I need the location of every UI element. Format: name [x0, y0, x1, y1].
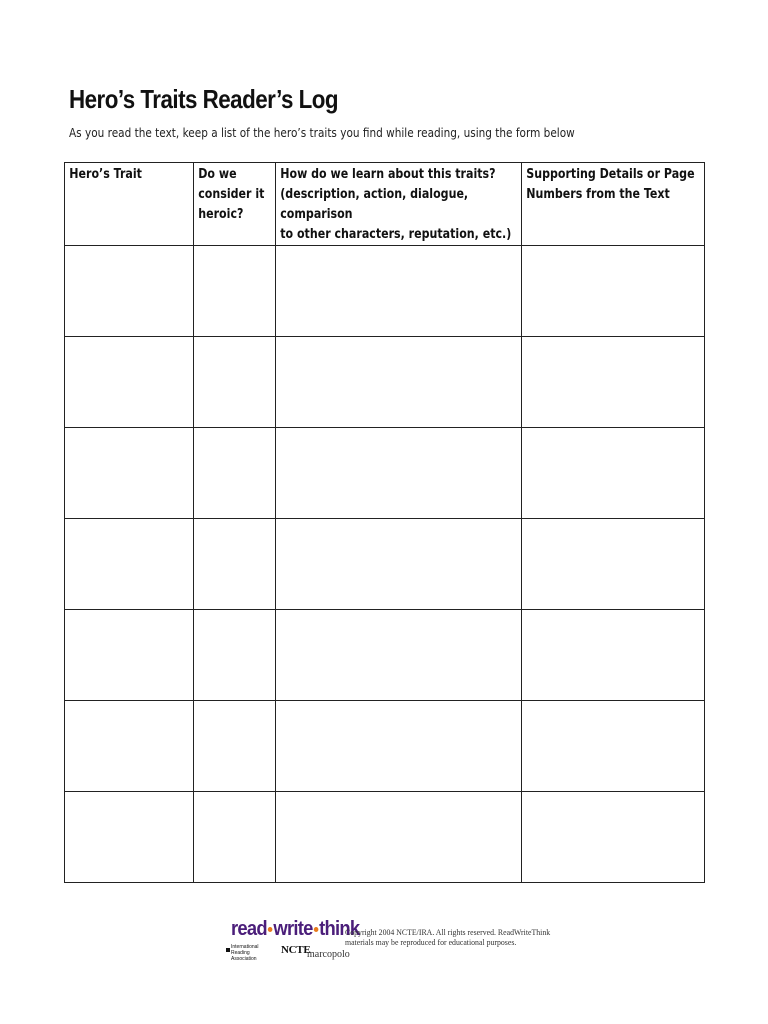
- trait-cell[interactable]: [65, 792, 194, 883]
- heroic-cell[interactable]: [194, 701, 276, 792]
- header-how-we-learn: [276, 163, 522, 246]
- details-cell[interactable]: [522, 610, 705, 701]
- details-cell[interactable]: [522, 701, 705, 792]
- trait-cell[interactable]: [65, 519, 194, 610]
- trait-cell[interactable]: [65, 610, 194, 701]
- how-learn-cell[interactable]: [276, 519, 522, 610]
- partner-logos: [231, 944, 350, 964]
- header-heroic-label: Do we consider it heroic?: [198, 167, 265, 222]
- header-heros-trait: [65, 163, 194, 246]
- ncte-logo: NCTE: [281, 944, 311, 956]
- table-row: [65, 701, 705, 792]
- how-learn-cell[interactable]: [276, 610, 522, 701]
- table-row: [65, 519, 705, 610]
- details-cell[interactable]: [522, 519, 705, 610]
- marcopolo-logo: marcopolo: [307, 949, 350, 960]
- details-cell[interactable]: [522, 792, 705, 883]
- heroic-cell[interactable]: [194, 246, 276, 337]
- how-learn-cell[interactable]: [276, 792, 522, 883]
- header-heros-trait-label: Hero’s Trait: [69, 167, 142, 182]
- how-learn-cell[interactable]: [276, 428, 522, 519]
- heroic-cell[interactable]: [194, 337, 276, 428]
- footer: [231, 918, 561, 964]
- readwritethink-logo: [231, 918, 359, 940]
- ira-logo: International Reading Association: [231, 944, 275, 962]
- heroic-cell[interactable]: [194, 519, 276, 610]
- table-header-row: [65, 163, 705, 246]
- logo-dot-icon: [314, 927, 319, 932]
- how-learn-cell[interactable]: [276, 701, 522, 792]
- heroic-cell[interactable]: [194, 610, 276, 701]
- table-row: [65, 792, 705, 883]
- details-cell[interactable]: [522, 337, 705, 428]
- readers-log-table: [64, 162, 705, 883]
- logo-word-read: read: [231, 918, 267, 940]
- heroic-cell[interactable]: [194, 792, 276, 883]
- details-cell[interactable]: [522, 428, 705, 519]
- heroic-cell[interactable]: [194, 428, 276, 519]
- table-row: [65, 337, 705, 428]
- trait-cell[interactable]: [65, 701, 194, 792]
- page-title: Hero’s Traits Reader’s Log: [69, 84, 339, 114]
- trait-cell[interactable]: [65, 246, 194, 337]
- how-learn-cell[interactable]: [276, 246, 522, 337]
- header-how-we-learn-label: How do we learn about this traits? (description, action, dialogue, comparison to other characters, reputation, etc.): [280, 167, 512, 242]
- logo-word-write: write: [273, 918, 313, 940]
- header-heroic: [194, 163, 276, 246]
- table-row: [65, 610, 705, 701]
- table-row: [65, 428, 705, 519]
- header-supporting-details: [522, 163, 705, 246]
- trait-cell[interactable]: [65, 337, 194, 428]
- details-cell[interactable]: [522, 246, 705, 337]
- header-supporting-details-label: Supporting Details or Page Numbers from the Text: [526, 167, 695, 202]
- table-row: [65, 246, 705, 337]
- table-body: [65, 246, 705, 883]
- how-learn-cell[interactable]: [276, 337, 522, 428]
- logo-word-think: think: [319, 918, 360, 940]
- logo-dot-icon: [268, 927, 273, 932]
- trait-cell[interactable]: [65, 428, 194, 519]
- copyright-notice: Copyright 2004 NCTE/IRA. All rights reserved. ReadWriteThink materials may be reproduced for educational purposes.: [345, 927, 551, 947]
- instructions-text: As you read the text, keep a list of the hero’s traits you find while reading, using the form below: [69, 125, 575, 140]
